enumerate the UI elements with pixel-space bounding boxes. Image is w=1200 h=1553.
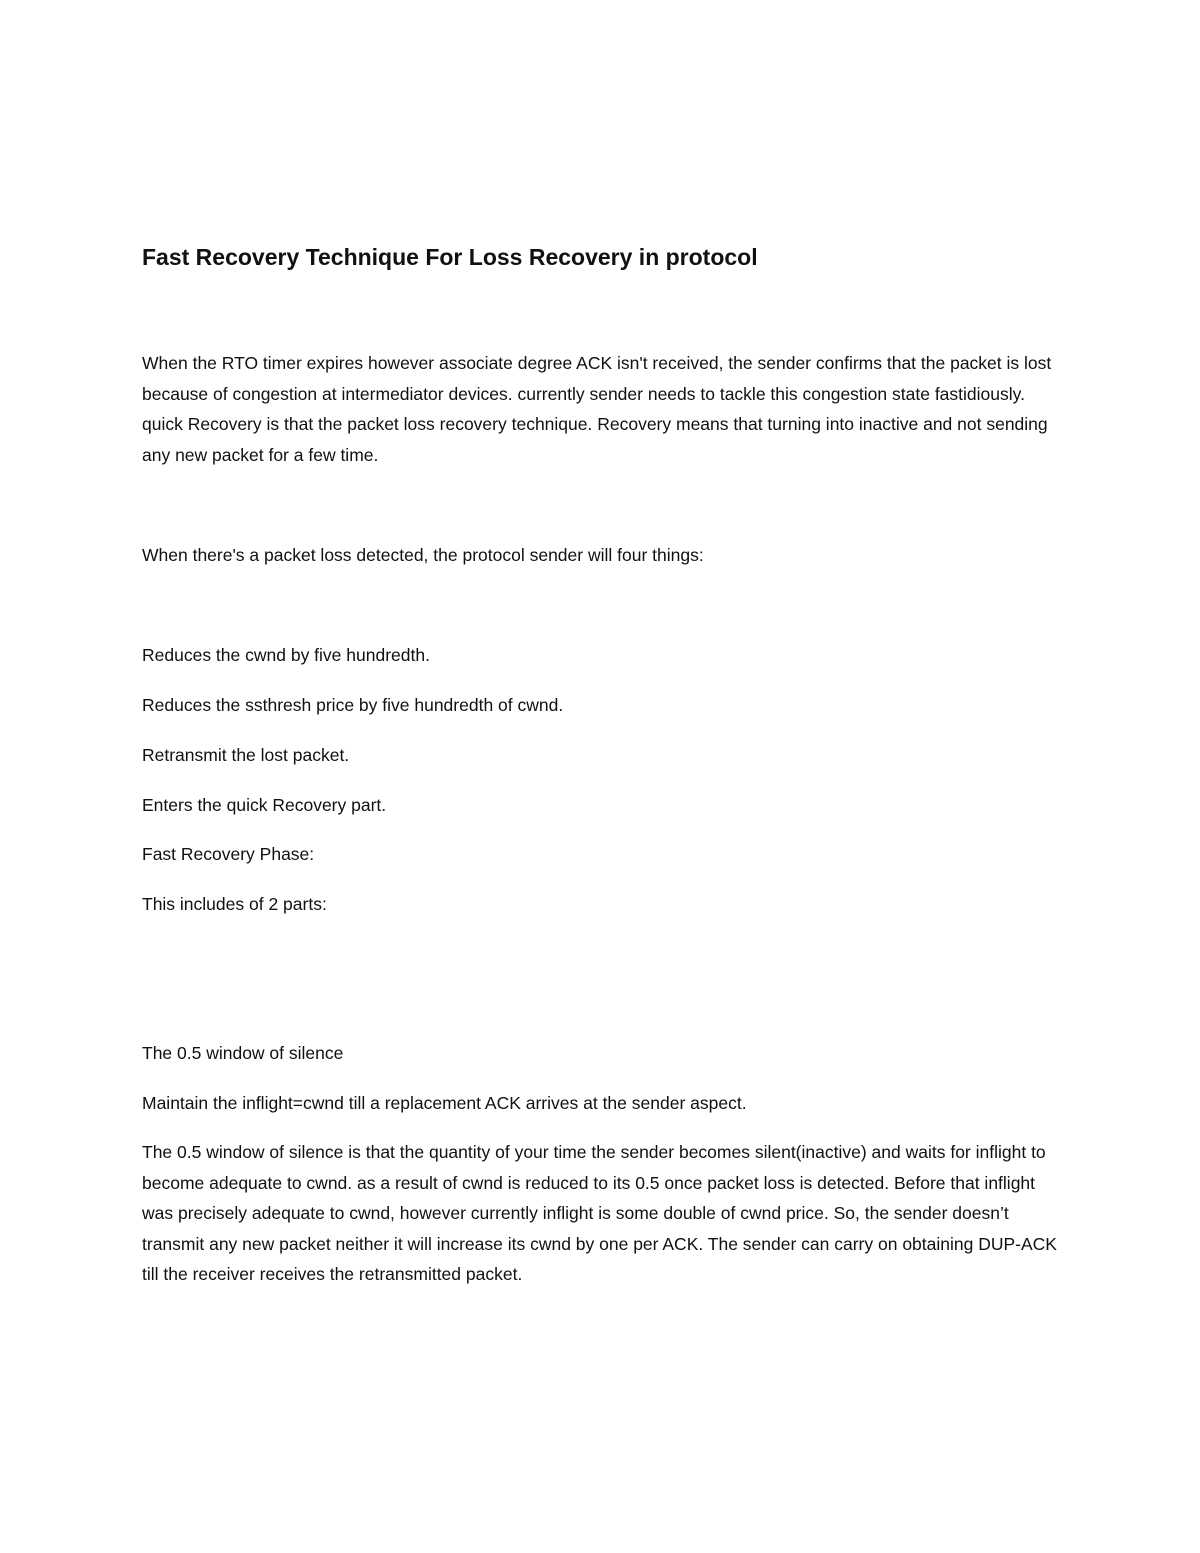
intro-paragraph: When the RTO timer expires however associate degree ACK isn't received, the sender confirms that the packet is lost because of congestion at intermediator devices. currently sender needs to tackle this congestion state fastidiously. quick Recovery is that the packet loss recovery technique. Recovery means that turning into inactive and not sending any new packet for a few time. — [142, 353, 1052, 465]
step-1: Reduces the cwnd by five hundredth. — [142, 645, 430, 665]
phase-heading: Fast Recovery Phase: — [142, 844, 315, 864]
maintain-line: Maintain the inflight=cwnd till a replacement ACK arrives at the sender aspect. — [142, 1093, 747, 1113]
step-4: Enters the quick Recovery part. — [142, 795, 387, 815]
step-2: Reduces the ssthresh price by five hundredth of cwnd. — [142, 695, 564, 715]
parts-intro: This includes of 2 parts: — [142, 894, 327, 914]
silence-paragraph: The 0.5 window of silence is that the quantity of your time the sender becomes silent(inactive) and waits for inflight to become adequate to cwnd. as a result of cwnd is reduced to its 0.5 once packet loss is detected. Before that inflight was precisely adequate to cwnd, however currently inflight is some double of cwnd price. So, the sender doesn’t transmit any new packet neither it will increase its cwnd by one per ACK. The sender can carry on obtaining DUP-ACK till the receiver receives the retransmitted packet. — [142, 1142, 1057, 1284]
document-title: Fast Recovery Technique For Loss Recovery in protocol — [142, 244, 758, 270]
step-3: Retransmit the lost packet. — [142, 745, 350, 765]
loss-detected-line: When there's a packet loss detected, the protocol sender will four things: — [142, 545, 704, 565]
silence-heading: The 0.5 window of silence — [142, 1043, 344, 1063]
